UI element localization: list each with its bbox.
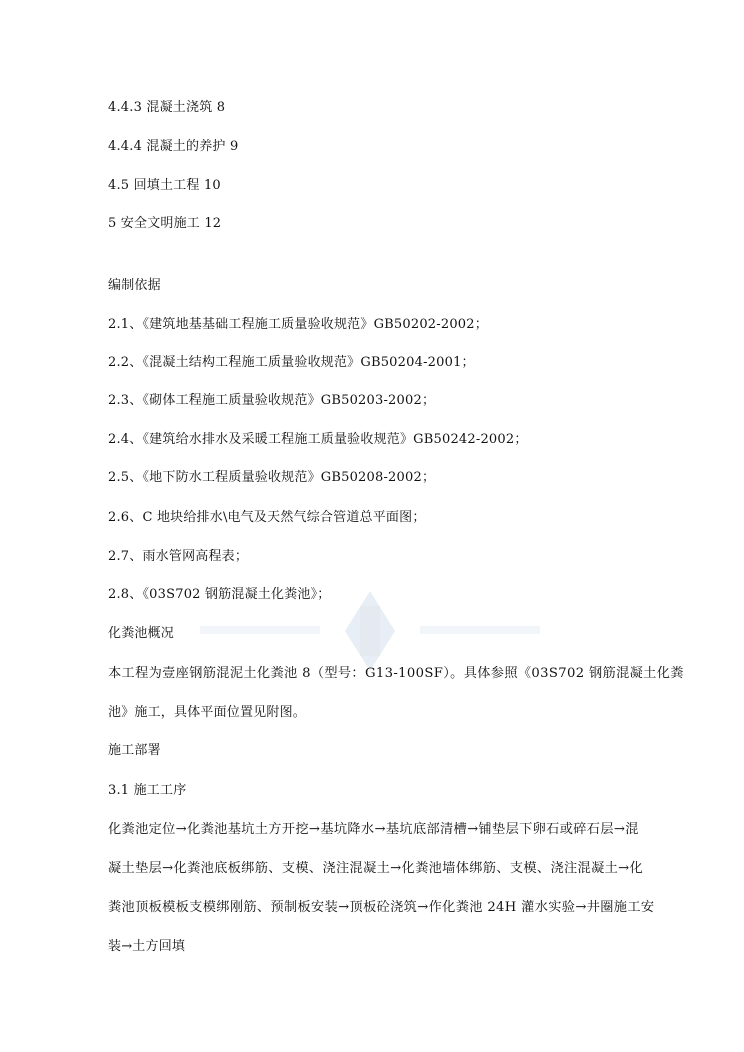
basis-item: 2.7、雨水管网高程表；	[108, 549, 249, 564]
section-heading-deployment: 施工部署	[108, 743, 161, 758]
toc-item: 4.4.3 混凝土浇筑 8	[108, 100, 226, 115]
subsection-heading: 3.1 施工工序	[108, 783, 187, 798]
toc-item: 4.4.4 混凝土的养护 9	[108, 139, 239, 154]
basis-item: 2.8、《03S702 钢筋混凝土化粪池》；	[108, 587, 331, 602]
basis-item: 2.4、《建筑给水排水及采暖工程施工质量验收规范》GB50242-2002；	[108, 432, 528, 447]
toc-item: 5 安全文明施工 12	[108, 216, 222, 231]
procedure-paragraph-line: 粪池顶板模板支模绑刚筋、预制板安装→顶板砼浇筑→作化粪池 24H 灌水实验→井圈施工安	[108, 900, 655, 915]
basis-item: 2.3、《砌体工程施工质量验收规范》GB50203-2002；	[108, 393, 436, 408]
section-heading-basis: 编制依据	[108, 278, 161, 293]
section-heading-overview: 化粪池概况	[108, 626, 175, 641]
basis-item: 2.5、《地下防水工程质量验收规范》GB50208-2002；	[108, 470, 436, 485]
basis-item: 2.1、《建筑地基基础工程施工质量验收规范》GB50202-2002；	[108, 317, 488, 332]
overview-paragraph-line: 池》施工，具体平面位置见附图。	[108, 705, 307, 720]
basis-item: 2.2、《混凝土结构工程施工质量验收规范》GB50204-2001；	[108, 355, 475, 370]
basis-item: 2.6、C 地块给排水\电气及天然气综合管道总平面图；	[108, 510, 426, 525]
overview-paragraph-line: 本工程为壹座钢筋混泥土化粪池 8（型号：G13-100SF）。具体参照《03S702 钢筋混凝土化粪	[108, 666, 684, 681]
procedure-paragraph-line: 凝土垫层→化粪池底板绑筋、支模、浇注混凝土→化粪池墙体绑筋、支模、浇注混凝土→化	[108, 861, 644, 876]
procedure-paragraph-line: 化粪池定位→化粪池基坑土方开挖→基坑降水→基坑底部清槽→铺垫层下卵石或碎石层→混	[108, 822, 639, 837]
procedure-paragraph-line: 装→土方回填	[108, 939, 186, 954]
toc-item: 4.5 回填土工程 10	[108, 178, 221, 193]
